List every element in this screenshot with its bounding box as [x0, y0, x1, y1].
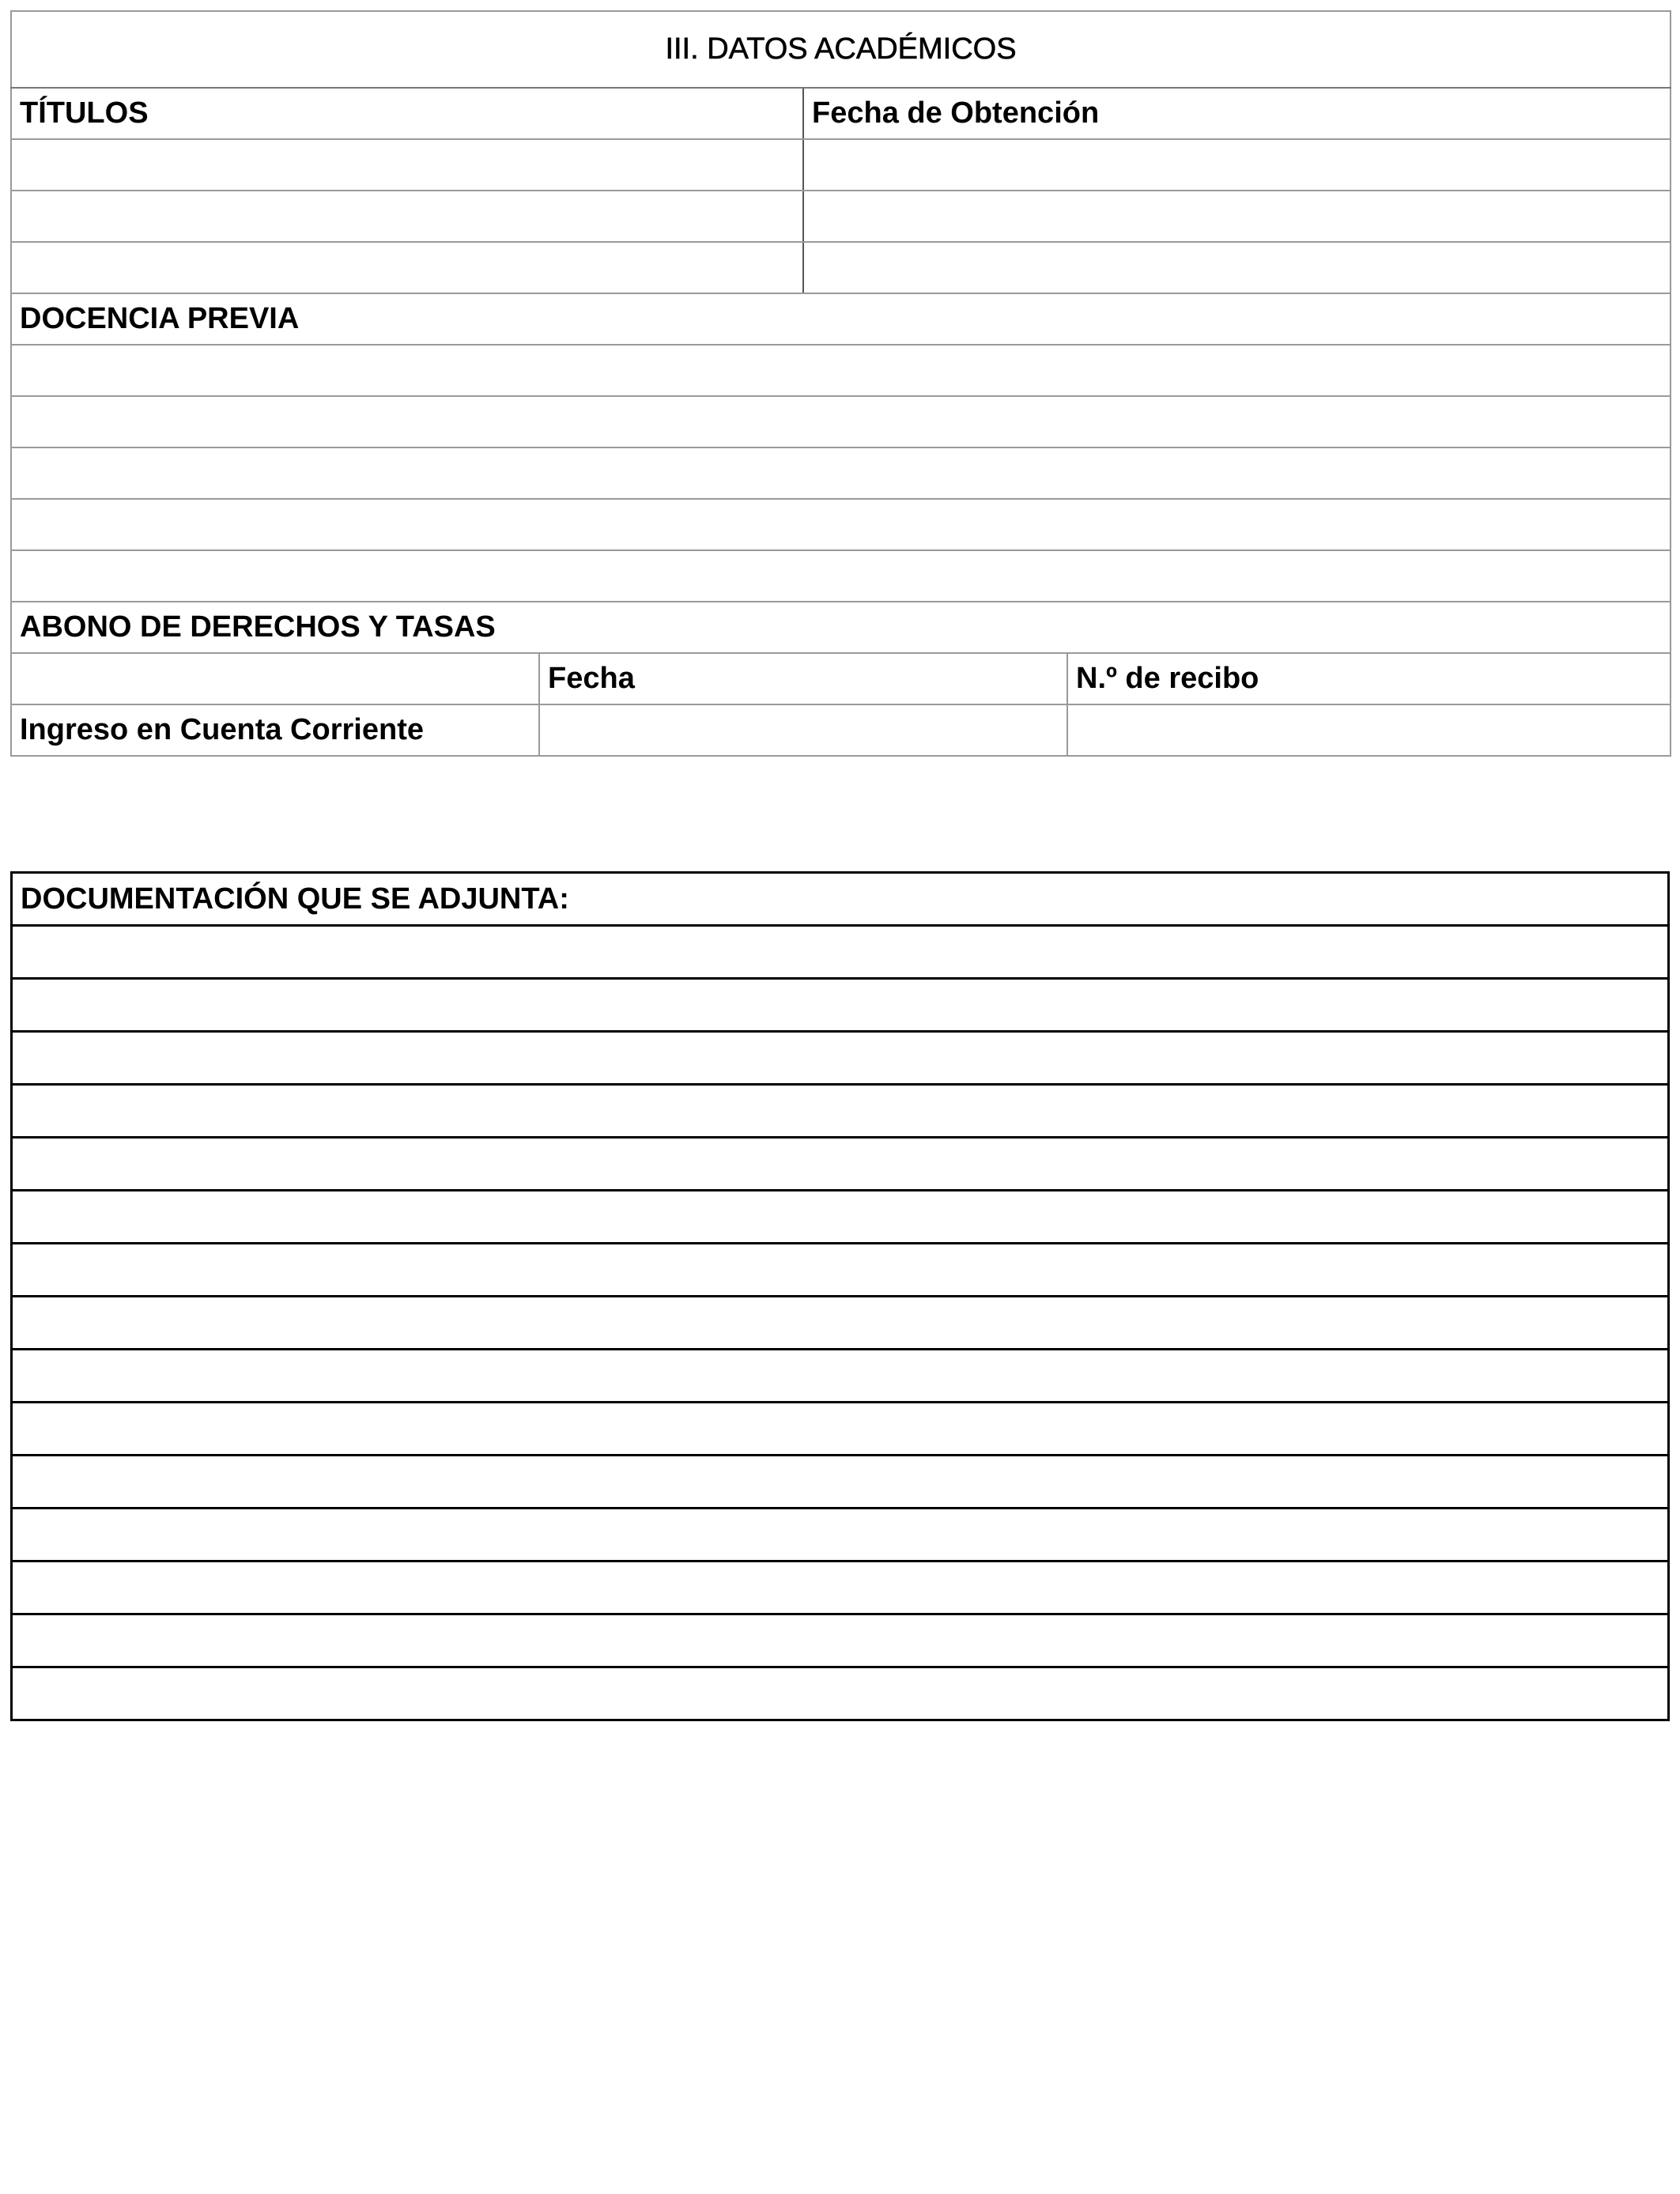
document-field[interactable] — [12, 1085, 1669, 1138]
abono-header-row — [11, 602, 1671, 653]
document-row — [12, 926, 1669, 979]
document-row — [12, 1509, 1669, 1561]
document-field[interactable] — [12, 1191, 1669, 1244]
documents-header: DOCUMENTACIÓN QUE SE ADJUNTA: — [12, 873, 1669, 926]
abono-header: ABONO DE DERECHOS Y TASAS — [11, 602, 1671, 653]
ingreso-cuenta-label: Ingreso en Cuenta Corriente — [11, 704, 539, 756]
document-field[interactable] — [12, 1138, 1669, 1191]
document-row — [12, 1085, 1669, 1138]
document-row — [12, 1561, 1669, 1614]
academic-data-table — [10, 10, 1671, 757]
document-field[interactable] — [12, 926, 1669, 979]
documents-table — [10, 871, 1670, 1721]
docencia-row — [11, 345, 1671, 396]
document-field[interactable] — [12, 1509, 1669, 1561]
titulo-row — [11, 139, 1671, 191]
document-field[interactable] — [12, 1614, 1669, 1667]
docencia-header-row — [11, 293, 1671, 345]
docencia-header: DOCENCIA PREVIA — [11, 293, 1671, 345]
document-row — [12, 1456, 1669, 1509]
docencia-row — [11, 550, 1671, 602]
document-field[interactable] — [12, 1667, 1669, 1720]
docencia-field[interactable] — [11, 550, 1671, 602]
docencia-row — [11, 396, 1671, 447]
abono-fecha-header: Fecha — [539, 653, 1067, 704]
abono-ingreso-row — [11, 704, 1671, 756]
document-row — [12, 1032, 1669, 1085]
titulo-row — [11, 191, 1671, 242]
document-row — [12, 1191, 1669, 1244]
titulo-field[interactable] — [11, 139, 803, 191]
document-row — [12, 1244, 1669, 1297]
section-title-row — [11, 11, 1671, 88]
titulo-row — [11, 242, 1671, 293]
document-field[interactable] — [12, 1297, 1669, 1350]
docencia-field[interactable] — [11, 345, 1671, 396]
document-row — [12, 1297, 1669, 1350]
document-field[interactable] — [12, 1456, 1669, 1509]
titulo-field[interactable] — [11, 242, 803, 293]
document-field[interactable] — [12, 1032, 1669, 1085]
document-field[interactable] — [12, 1403, 1669, 1456]
document-row — [12, 1350, 1669, 1403]
document-row — [12, 1403, 1669, 1456]
document-field[interactable] — [12, 1561, 1669, 1614]
document-field[interactable] — [12, 1244, 1669, 1297]
titulos-header-row — [11, 88, 1671, 139]
document-field[interactable] — [12, 1350, 1669, 1403]
documents-header-row — [12, 873, 1669, 926]
abono-recibo-field[interactable] — [1067, 704, 1671, 756]
docencia-field[interactable] — [11, 396, 1671, 447]
titulo-field[interactable] — [11, 191, 803, 242]
abono-fecha-field[interactable] — [539, 704, 1067, 756]
titulos-header: TÍTULOS — [11, 88, 803, 139]
document-field[interactable] — [12, 979, 1669, 1032]
abono-recibo-header: N.º de recibo — [1067, 653, 1671, 704]
fecha-obtencion-field[interactable] — [803, 139, 1671, 191]
docencia-field[interactable] — [11, 499, 1671, 550]
abono-blank-cell — [11, 653, 539, 704]
docencia-row — [11, 447, 1671, 499]
document-row — [12, 979, 1669, 1032]
docencia-field[interactable] — [11, 447, 1671, 499]
document-row — [12, 1667, 1669, 1720]
section-title: III. DATOS ACADÉMICOS — [11, 11, 1671, 88]
abono-columns-row — [11, 653, 1671, 704]
document-row — [12, 1614, 1669, 1667]
docencia-row — [11, 499, 1671, 550]
fecha-obtencion-field[interactable] — [803, 191, 1671, 242]
fecha-obtencion-header: Fecha de Obtención — [803, 88, 1671, 139]
document-row — [12, 1138, 1669, 1191]
fecha-obtencion-field[interactable] — [803, 242, 1671, 293]
